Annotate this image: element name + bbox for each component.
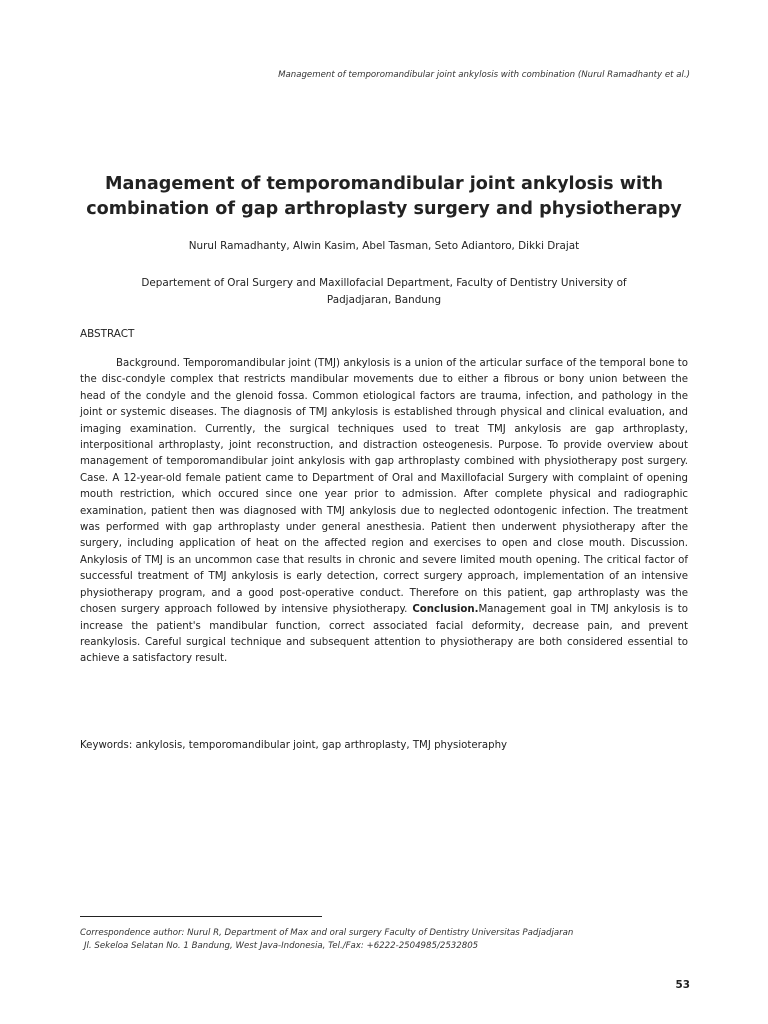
affiliation-line-1: Departement of Oral Surgery and Maxillofacial Department, Faculty of Dentistry University of	[141, 277, 627, 289]
case-text: A 12-year-old female patient came to Department of Oral and Maxillofacial Surgery with complaint of opening mouth restriction, which occured since one year prior to admission. After complete physical and radiographic examination, patient then was diagnosed with TMJ ankylosis due to neglected odontogenic infection. The treatment was performed with gap arthroplasty under general anesthesia. Patient then underwent physiotherapy after the surgery, including application of heat on the affected region and exercises to open and close mouth.	[80, 472, 688, 550]
affiliation	[92, 275, 676, 309]
background-text: Temporomandibular joint (TMJ) ankylosis is a union of the articular surface of the temporal bone to the disc-condyle complex that restricts mandibular movements due to either a fibrous or bony union between the head of the condyle and the glenoid fossa. Common etiological factors are trauma, infection, and pathology in the joint or systemic diseases. The diagnosis of TMJ ankylosis is established through physical and clinical evaluation, and imaging examination. Currently, the surgical techniques used to treat TMJ ankylosis are gap arthroplasty, interpositional arthroplasty, joint reconstruction, and distraction osteogenesis.	[80, 358, 688, 452]
background-label: Background.	[116, 358, 181, 369]
conclusion-text: Management goal in TMJ ankylosis is to increase the patient's mandibular function, correct associated facial deformity, decrease pain, and prevent reankylosis. Careful surgical technique and subsequent attention to physiotherapy are both considered essential to achieve a satisfactory result.	[80, 604, 688, 665]
conclusion-label: Conclusion.	[407, 604, 479, 616]
case-label: Case.	[80, 472, 109, 484]
affiliation-line-2: Padjadjaran, Bandung	[326, 294, 442, 306]
abstract-body	[80, 356, 688, 668]
purpose-label: Purpose.	[492, 440, 543, 452]
purpose-text: To provide overview about management of temporomandibular joint ankylosis with gap arthroplasty combined with physiotherapy post surgery.	[80, 440, 688, 468]
running-header: Management of temporomandibular joint ankylosis with combination (Nurul Ramadhanty et al.)	[278, 70, 690, 80]
correspondence-footnote	[80, 927, 700, 953]
footnote-divider	[80, 916, 322, 917]
page-number: 53	[675, 979, 690, 991]
discussion-text: Ankylosis of TMJ is an uncommon case that results in chronic and severe limited mouth opening. The critical factor of successful treatment of TMJ ankylosis is early detection, correct surgery approach, implementation of an intensive physiotherapy program, and a good post-operative conduct. Therefore on this patient, gap arthroplasty was the chosen surgery approach followed by intensive physiotherapy.	[80, 554, 688, 616]
paper-title-line-1: Management of temporomandibular joint ankylosis with	[104, 174, 663, 194]
footnote-line-1: Correspondence author: Nurul R, Department of Max and oral surgery Faculty of Dentistry Universitas Padjadjaran	[80, 928, 574, 938]
discussion-label: Discussion.	[625, 538, 689, 550]
paper-title-line-2: combination of gap arthroplasty surgery and physiotherapy	[86, 199, 682, 219]
abstract-heading: ABSTRACT	[80, 328, 135, 340]
footnote-line-2: Jl. Sekeloa Selatan No. 1 Bandung, West Java-Indonesia, Tel./Fax: +6222-2504985/2532805	[84, 941, 479, 951]
author-list: Nurul Ramadhanty, Alwin Kasim, Abel Tasman, Seto Adiantoro, Dikki Drajat	[188, 240, 580, 252]
keywords: Keywords: ankylosis, temporomandibular joint, gap arthroplasty, TMJ physioteraphy	[80, 740, 508, 751]
paper-title	[60, 172, 708, 222]
